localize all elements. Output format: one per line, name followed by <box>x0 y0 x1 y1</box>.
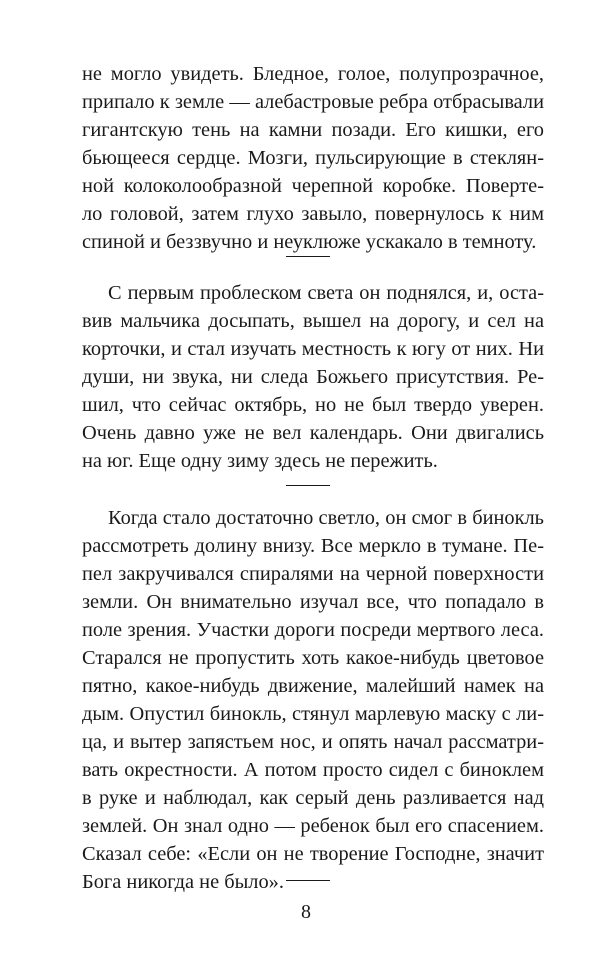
paragraph-line: землей. Он знал одно — ребенок был его спасением. <box>82 815 544 837</box>
paragraph-line: в руке и наблюдал, как серый день разливается над <box>82 787 544 809</box>
paragraph-line: бьющееся сердце. Мозги, пульсирующие в стеклян- <box>82 147 544 169</box>
paragraph-line: души, ни звука, ни следа Божьего присутствия. Ре- <box>82 366 544 388</box>
paragraph-line: Очень давно уже не вел календарь. Они двигались <box>82 422 544 444</box>
paragraph-line: спиной и беззвучно и неуклюже ускакало в темноту. <box>82 231 537 253</box>
paragraph-line: Бога никогда не было». <box>82 871 284 893</box>
paragraph-line: С первым проблеском света он поднялся, и, оста- <box>108 282 544 304</box>
paragraph-line: Сказал себе: «Если он не творение Господне, значит <box>82 843 544 865</box>
paragraph-line: на юг. Еще одну зиму здесь не пережить. <box>82 450 438 472</box>
paragraph-line: гигантскую тень на камни позади. Его кишки, его <box>82 119 544 141</box>
paragraph-line: Старался не пропустить хоть какое-нибудь цветовое <box>82 647 544 669</box>
section-separator <box>286 880 330 881</box>
section-separator <box>286 256 330 257</box>
paragraph-line: вив мальчика досыпать, вышел на дорогу, и сел на <box>82 310 544 332</box>
paragraph-line: ло головой, затем глухо завыло, повернулось к ним <box>82 203 544 225</box>
paragraph-line: ца, и вытер запястьем нос, и опять начал рассматри- <box>82 731 544 753</box>
paragraph-line: не могло увидеть. Бледное, голое, полупрозрачное, <box>82 63 544 85</box>
paragraph-line: припало к земле — алебастровые ребра отбрасывали <box>82 91 544 113</box>
page-number: 8 <box>301 901 311 923</box>
paragraph-line: дым. Опустил бинокль, стянул марлевую маску с ли- <box>82 703 544 725</box>
paragraph-line: корточки, и стал изучать местность к югу от них. Ни <box>82 338 544 360</box>
paragraph-line: Когда стало достаточно светло, он смог в бинокль <box>108 507 544 529</box>
section-separator <box>286 485 330 486</box>
paragraph-line: земли. Он внимательно изучал все, что попадало в <box>82 591 544 613</box>
paragraph-line: поле зрения. Участки дороги посреди мертвого леса. <box>82 619 544 641</box>
paragraph-line: ной колоколообразной черепной коробке. Поверте- <box>82 175 544 197</box>
paragraph-line: шил, что сейчас октябрь, но не был твердо уверен. <box>82 394 544 416</box>
paragraph-line: пел закручивался спиралями на черной поверхности <box>82 563 544 585</box>
paragraph-line: пятно, какое-нибудь движение, малейший намек на <box>82 675 544 697</box>
paragraph-line: рассмотреть долину внизу. Все меркло в тумане. Пе- <box>82 535 544 557</box>
paragraph-line: вать окрестности. А потом просто сидел с биноклем <box>82 759 544 781</box>
